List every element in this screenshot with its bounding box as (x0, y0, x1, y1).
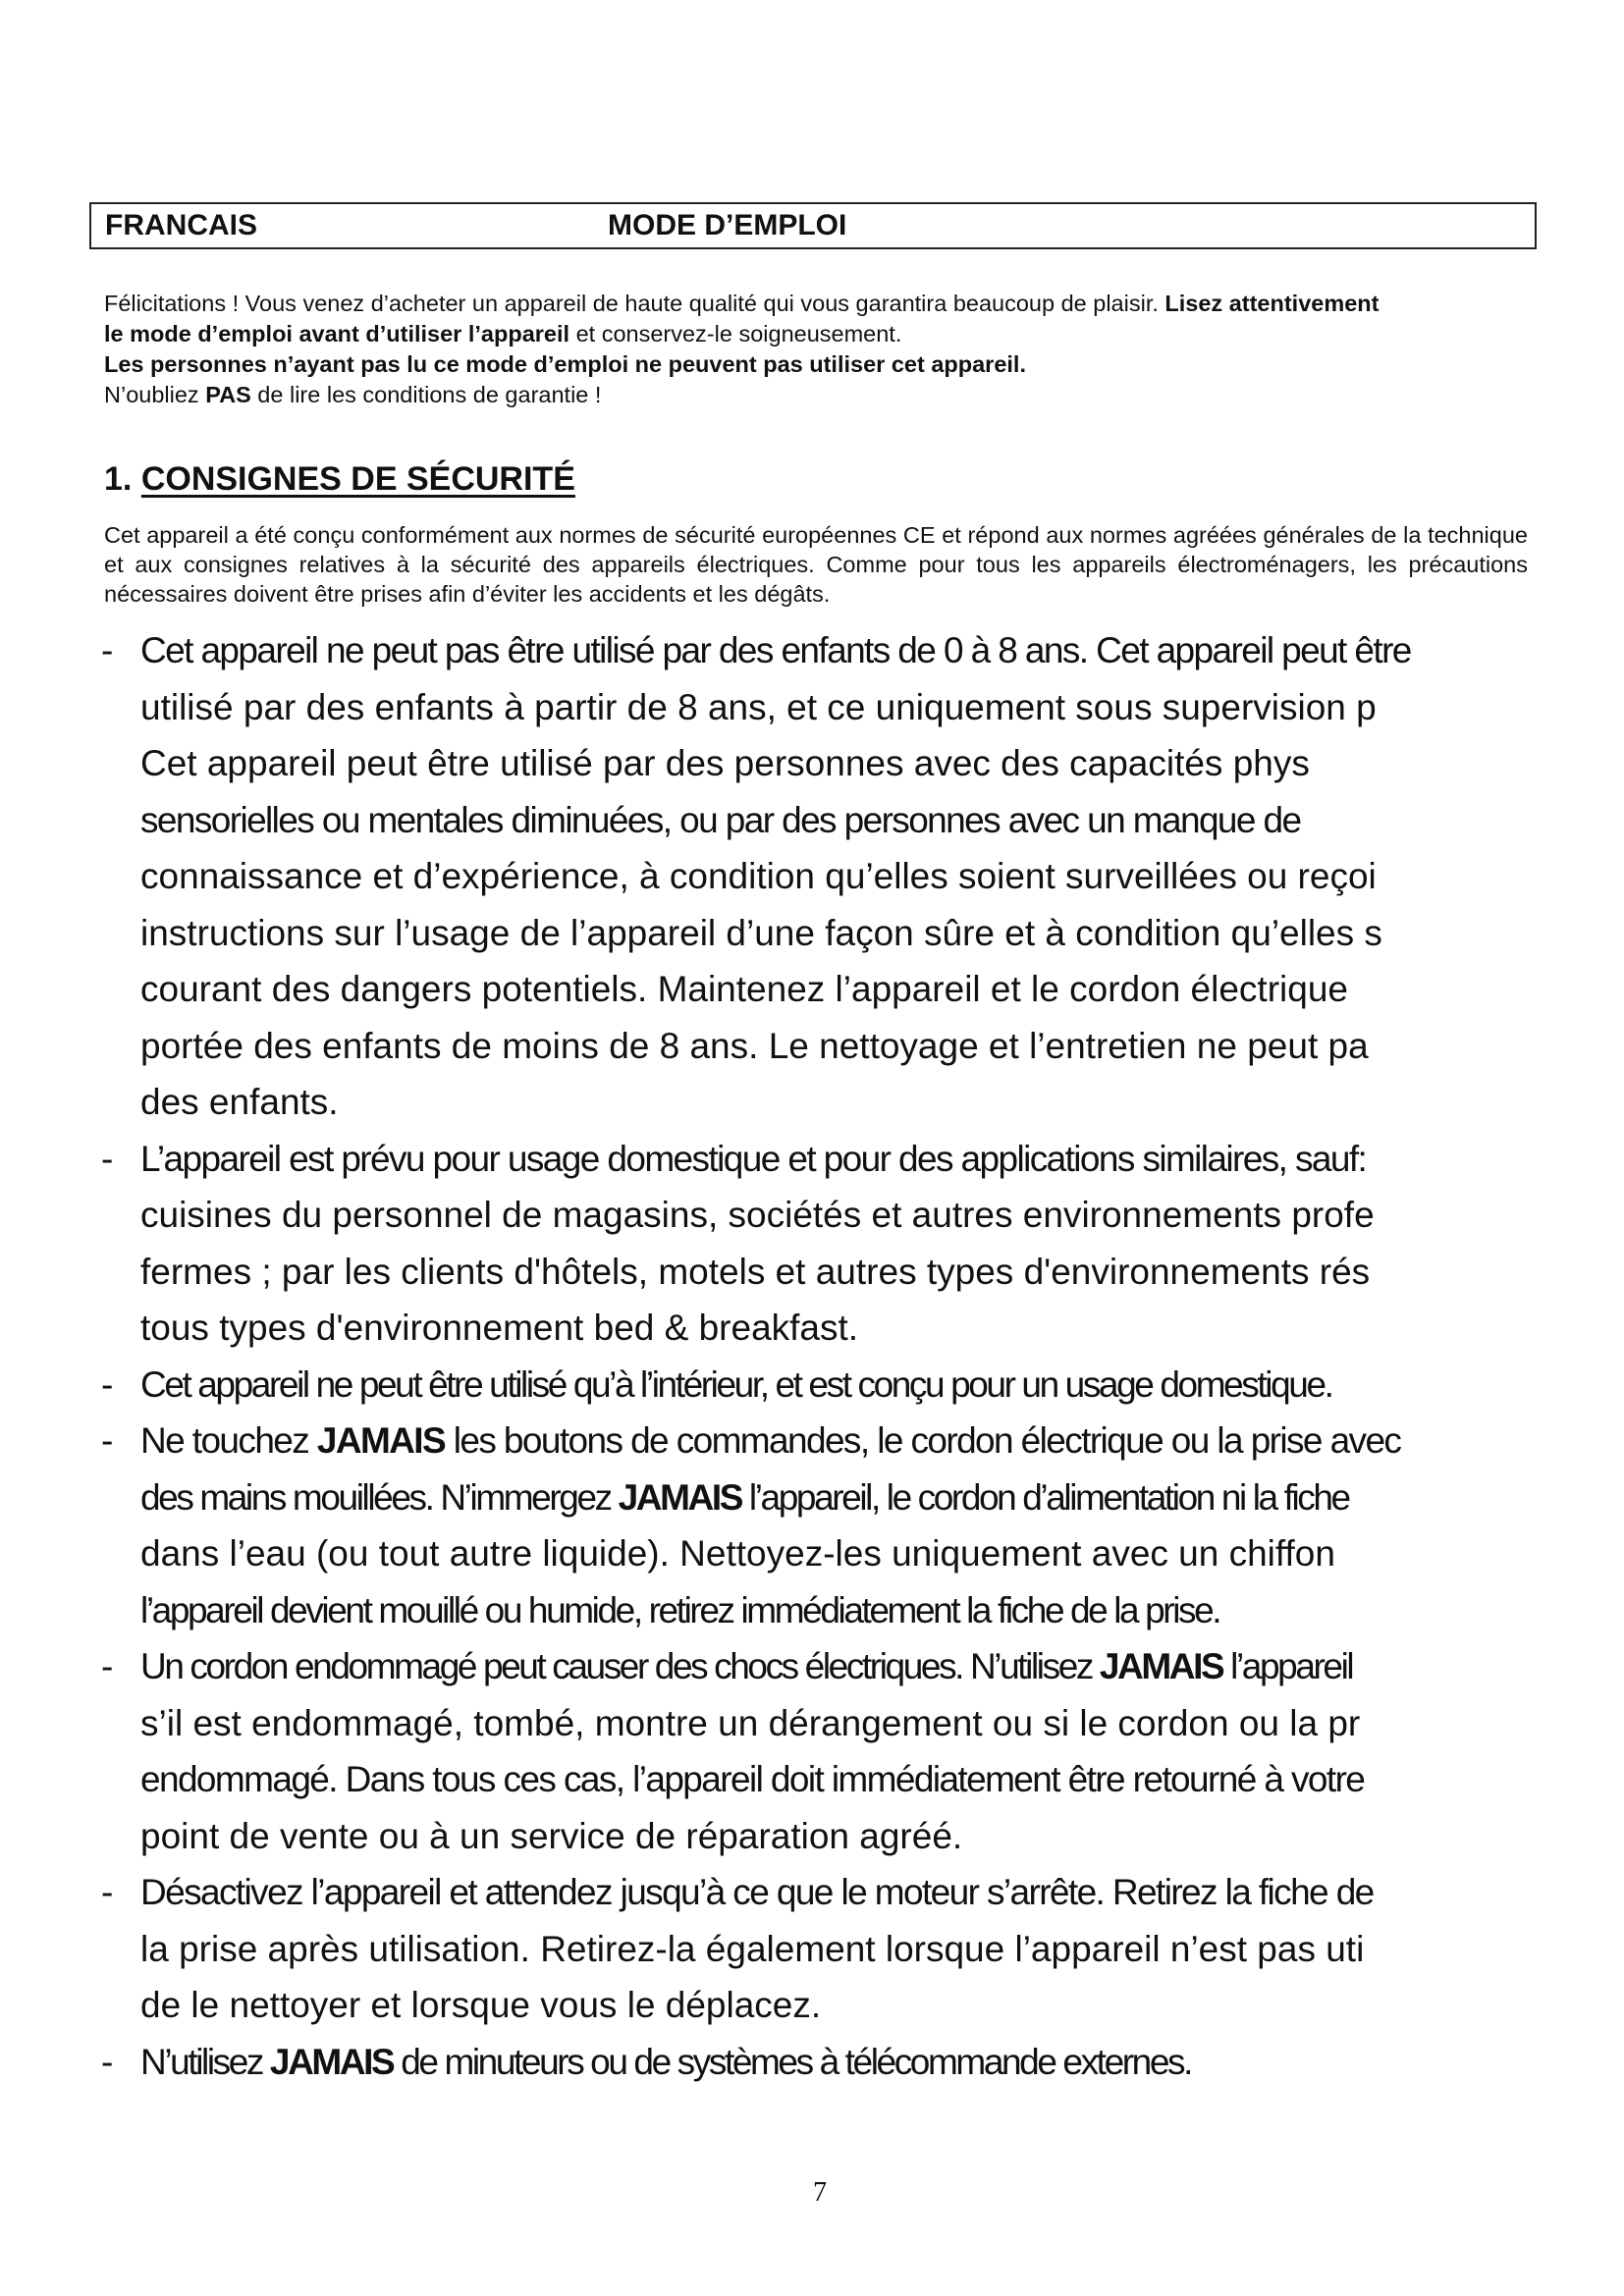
bullet-dash: - (101, 1872, 114, 1912)
intro-line-3: Les personnes n’ayant pas lu ce mode d’emploi ne peuvent pas utiliser cet appareil. (104, 351, 1026, 377)
section-number: 1. (104, 460, 133, 498)
intro-paragraph (104, 289, 1538, 410)
safety-instructions-list (98, 622, 1624, 2105)
intro-line-2: le mode d’emploi avant d’utiliser l’appareil et conservez-le soigneusement. (104, 321, 902, 347)
bullet-dash: - (101, 1646, 114, 1686)
section-lead-paragraph: Cet appareil a été conçu conformément aux normes de sécurité européennes CE et répond aux normes agréées générales de la technique et aux consignes relatives à la sécurité des appareils électriques. Comme pour tous les appareils électroménagers, les précautions nécessaires doivent être prises afin d’éviter les accidents et les dégâts. (104, 522, 1528, 607)
safety-item: - L’appareil est prévu pour usage domestique et pour des applications similaires, sauf: cuisines du personnel de magasins, sociétés et autres environnements profe fermes ; par les clients d'hôtels, motels et autres types d'environnements rés tous types d'environnement bed & breakfast. (98, 1131, 1624, 1357)
safety-item: - Désactivez l’appareil et attendez jusqu’à ce que le moteur s’arrête. Retirez la fiche de la prise après utilisation. Retirez-la également lorsque l’appareil n’est pas uti de le nettoyer et lorsque vous le déplacez. (98, 1864, 1624, 2034)
safety-item: - Cet appareil ne peut être utilisé qu’à l’intérieur, et est conçu pour un usage domestique. (98, 1357, 1624, 1414)
header-title: MODE D’EMPLOI (608, 209, 847, 241)
safety-item: - Un cordon endommagé peut causer des chocs électriques. N’utilisez JAMAIS l’appareil s’il est endommagé, tombé, montre un dérangement ou si le cordon ou la pr endommagé. Dans tous ces cas, l’appareil doit immédiatement être retourné à votre point de vente ou à un service de réparation agréé. (98, 1638, 1624, 1864)
bullet-dash: - (101, 1420, 114, 1461)
intro-line-1: Félicitations ! Vous venez d’acheter un appareil de haute qualité qui vous garantira beaucoup de plaisir. Lisez attentivement (104, 291, 1380, 316)
intro-line-4: N’oubliez PAS de lire les conditions de garantie ! (104, 382, 602, 407)
safety-item: - N’utilisez JAMAIS de minuteurs ou de systèmes à télécommande externes. (98, 2034, 1624, 2091)
bullet-dash: - (101, 2041, 114, 2082)
page-number: 7 (813, 2177, 827, 2208)
bullet-dash: - (101, 1363, 114, 1405)
section-title: CONSIGNES DE SÉCURITÉ (140, 460, 575, 498)
safety-item: - Ne touchez JAMAIS les boutons de commandes, le cordon électrique ou la prise avec des mains mouillées. N’immergez JAMAIS l’appareil, le cordon d’alimentation ni la fiche dans l’eau (ou tout autre liquide). Nettoyez-les uniquement avec un chiffon l’appareil devient mouillé ou humide, retirez immédiatement la fiche de la prise. (98, 1413, 1624, 1638)
safety-item: - Cet appareil ne peut pas être utilisé par des enfants de 0 à 8 ans. Cet appareil peut être utilisé par des enfants à partir de 8 ans, et ce uniquement sous supervision p Cet appareil peut être utilisé par des personnes avec des capacités phys sensorielles ou mentales diminuées, ou par des personnes avec un manque de connaissance et d’expérience, à condition qu’elles soient surveillées ou reçoi instructions sur l’usage de l’appareil d’une façon sûre et à condition qu’elles s courant des dangers potentiels. Maintenez l’appareil et le cordon électrique portée des enfants de moins de 8 ans. Le nettoyage et l’entretien ne peut pa des enfants. (98, 622, 1624, 1131)
bullet-dash: - (101, 1138, 114, 1179)
section-heading (104, 457, 575, 501)
bullet-dash: - (101, 630, 114, 670)
header-box (89, 202, 1537, 249)
header-language: FRANCAIS (105, 209, 257, 241)
